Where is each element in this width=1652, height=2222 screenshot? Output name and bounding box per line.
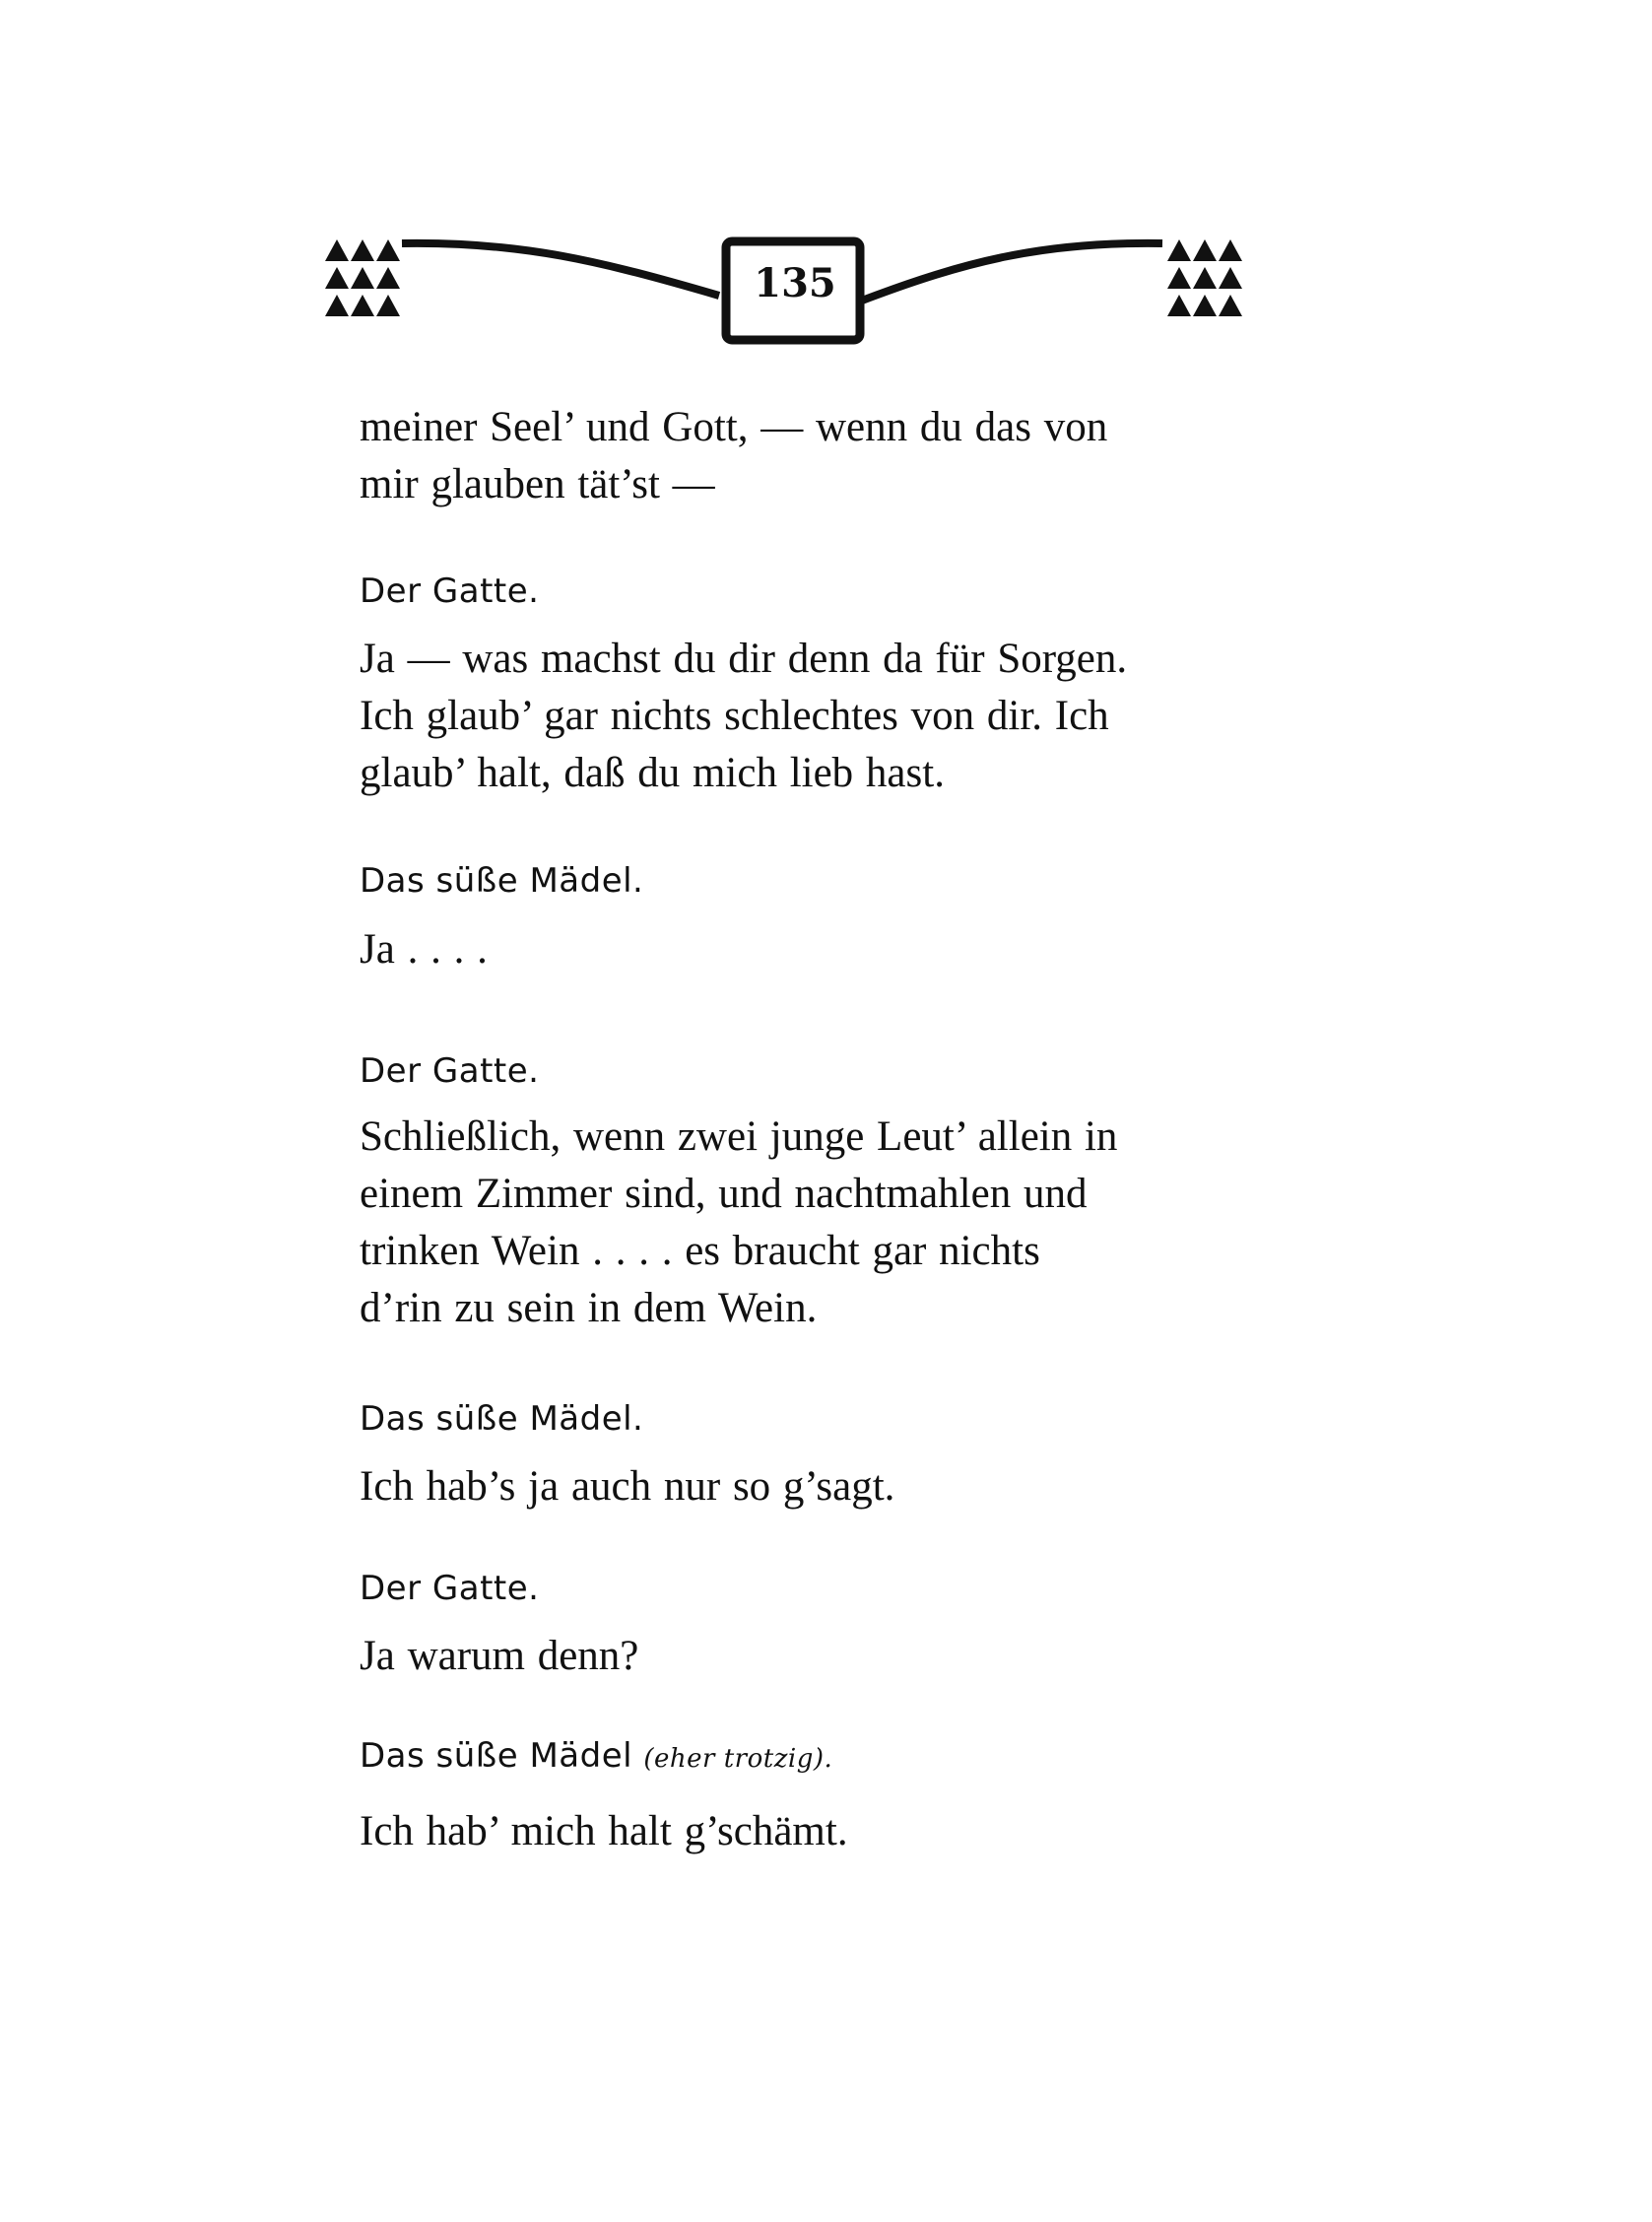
speech-line: trinken Wein . . . . es braucht gar nichts <box>360 1228 1040 1274</box>
page-number: 135 <box>754 260 836 306</box>
speech-line: glaub’ halt, daß du mich lieb hast. <box>360 750 945 796</box>
speaker-name: Der Gatte. <box>360 572 540 611</box>
speaker-name: Das süße Mädel. <box>360 861 644 901</box>
speech-line: mir glauben tät’st — <box>360 461 715 507</box>
speech-line: meiner Seel’ und Gott, — wenn du das von <box>360 404 1108 450</box>
speaker-with-direction <box>360 1734 832 1781</box>
speech-line: einem Zimmer sind, und nachtmahlen und <box>360 1171 1088 1217</box>
speech-block <box>360 1109 1236 1337</box>
speech-line: Ich hab’ mich halt g’schämt. <box>360 1808 848 1854</box>
speaker-name: Das süße Mädel. <box>360 1399 644 1439</box>
speech-line: Ja . . . . <box>360 926 488 973</box>
speech-line: Ja warum denn? <box>360 1633 639 1679</box>
speech-block <box>360 1628 1236 1685</box>
right-swoosh <box>862 243 1162 301</box>
right-ornament-cluster <box>1167 239 1242 316</box>
speech-block <box>360 921 1236 978</box>
speech-line: Ja — was machst du dir denn da für Sorgen. <box>360 636 1128 682</box>
speech-block <box>360 1803 1236 1860</box>
left-swoosh <box>402 243 719 296</box>
speech-line: Ich glaub’ gar nichts schlechtes von dir. Ich <box>360 693 1109 739</box>
speaker-name: Das süße Mädel <box>360 1736 633 1776</box>
left-ornament-cluster <box>325 239 400 316</box>
stage-direction: (eher trotzig). <box>643 1744 833 1774</box>
speech-line: Ich hab’s ja auch nur so g’sagt. <box>360 1463 895 1510</box>
speech-block <box>360 1458 1236 1515</box>
speaker-name: Der Gatte. <box>360 1051 540 1091</box>
speech-block <box>360 631 1236 802</box>
speech-block <box>360 399 1236 513</box>
speech-line: d’rin zu sein in dem Wein. <box>360 1285 818 1331</box>
speech-line: Schließlich, wenn zwei junge Leut’ allein in <box>360 1113 1118 1160</box>
speaker-name: Der Gatte. <box>360 1569 540 1608</box>
